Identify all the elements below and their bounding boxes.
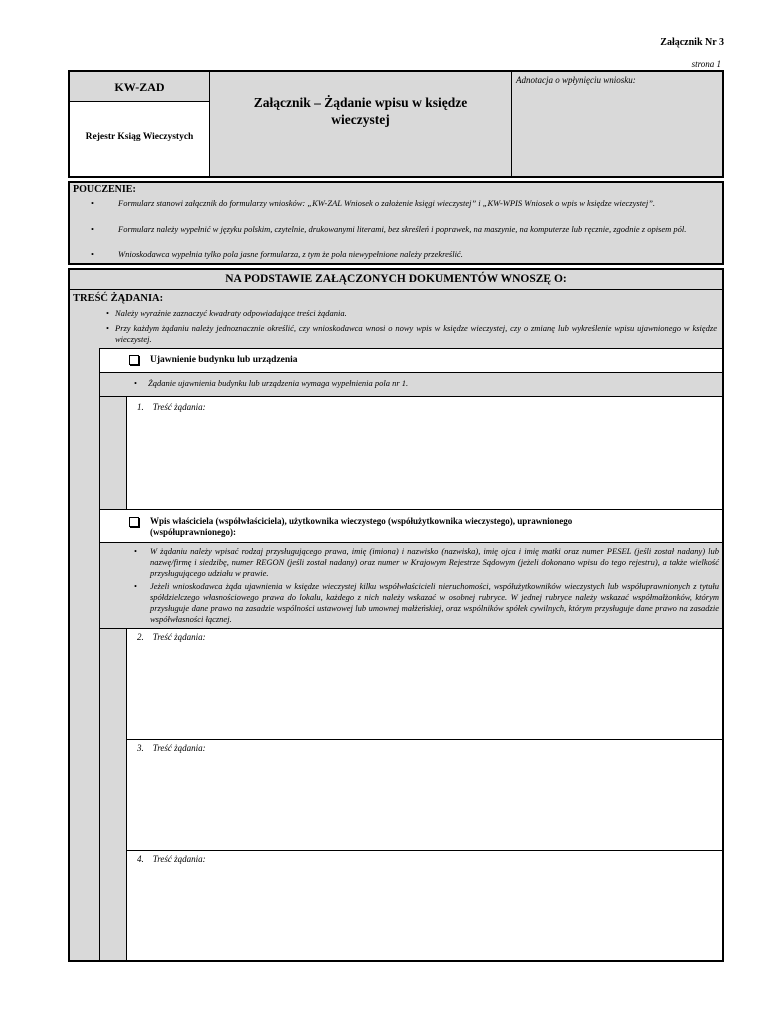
bullet-icon: • [91, 198, 94, 208]
instruction-item [91, 224, 718, 235]
option1-note [134, 378, 708, 389]
option2-row[interactable] [100, 509, 722, 543]
form-code: KW-ZAD [114, 80, 165, 94]
section-title: NA PODSTAWIE ZAŁĄCZONYCH DOKUMENTÓW WNOSZĘ O: [225, 273, 567, 285]
bullet-icon: • [106, 323, 109, 333]
field-3-label: 3. Treść żądania: [137, 743, 206, 753]
instruction-item [91, 249, 718, 260]
option1-label: Ujawnienie budynku lub urządzenia [150, 355, 298, 365]
field-3[interactable] [127, 740, 722, 851]
field-4-label: 4. Treść żądania: [137, 854, 206, 864]
option1-note-text: Żądanie ujawnienia budynku lub urządzenia wymaga wypełnienia pola nr 1. [148, 378, 409, 388]
option2-checkbox[interactable] [129, 517, 139, 527]
request-note [106, 308, 717, 319]
form-title-line2: wieczystej [331, 112, 390, 127]
attachment-number: Załącznik Nr 3 [660, 37, 724, 48]
request-note-text: Należy wyraźnie zaznaczyć kwadraty odpowiadające treści żądania. [115, 308, 347, 318]
field-2-label: 2. Treść żądania: [137, 632, 206, 642]
option2-note [134, 546, 719, 579]
field-4[interactable] [127, 851, 722, 960]
request-note-text: Przy każdym żądaniu należy jednoznacznie określić, czy wnioskodawca wnosi o nowy wpis w księdze wieczystej, czy o zmianę lub wykreślenie wpisu ujawnionego w księdze wieczystej. [115, 323, 717, 344]
option1-checkbox[interactable] [129, 355, 139, 365]
instruction-text: Wnioskodawca wypełnia tylko pola jasne formularza, z tym że pola niewypełnione należy przekreślić. [118, 249, 463, 259]
field-1-label: 1. Treść żądania: [137, 402, 206, 412]
form-title [210, 94, 511, 128]
registry-cell [70, 102, 210, 176]
form-title-line1: Załącznik – Żądanie wpisu w księdze [253, 95, 468, 110]
instructions-heading: POUCZENIE: [73, 184, 136, 195]
option2-note-text: Jeżeli wnioskodawca żąda ujawnienia w księdze wieczystej kilku współwłaścicieli nieruchomości, współużytkowników wieczystych lub współuprawnionych z tytułu spółdzielczego własnościowego prawa do lokalu, każdego z nich należy wskazać w osobnej rubryce. W jednej rubryce należy wskazać współmałżonków, którym przysługuje dane prawo na zasadzie wspólności ustawowej lub umownej małżeńskiej, oraz wspólników spółek cywilnych, którym przysługuje dane prawo na zasadzie współwłasności łącznej. [150, 581, 719, 624]
option2-label-line1: Wpis właściciela (współwłaściciela), użytkownika wieczystego (współużytkownika wieczystego), uprawnionego [150, 516, 573, 526]
section-title-bar [70, 270, 722, 290]
bullet-icon: • [91, 249, 94, 259]
instruction-item [91, 198, 718, 209]
option2-note-text: W żądaniu należy wpisać rodzaj przysługującego prawa, imię (imiona) i nazwisko (nazwiska), imię ojca i imię matki oraz numer PESEL (jeśli został nadany) lub nazwę/firmę i siedzibę, numer REGON (jeśli został nadany) oraz numer w Krajowym Rejestrze Sądowym (jeżeli dokonano wpisu do tego rejestru), a także wielkość przysługującego udziału w prawie. [150, 546, 719, 578]
registry-name: Rejestr Ksiąg Wieczystych [85, 132, 194, 142]
option2-note [134, 581, 719, 625]
code-cell [70, 72, 210, 102]
option1-row[interactable] [100, 348, 722, 373]
bullet-icon: • [106, 308, 109, 318]
bullet-icon: • [134, 546, 137, 556]
annotation-label: Adnotacja o wpłynięciu wniosku: [516, 75, 636, 85]
instruction-text: Formularz należy wypełnić w języku polskim, czytelnie, drukowanymi literami, bez skreśleń i poprawek, na maszynie, na komputerze lub ręcznie, zgodnie z opisem pól. [118, 224, 687, 234]
bullet-icon: • [134, 378, 137, 388]
option1-indent [100, 397, 127, 509]
field-2[interactable] [127, 629, 722, 740]
bullet-icon: • [134, 581, 137, 591]
bullet-icon: • [91, 224, 94, 234]
option2-label-line2: (współuprawnionego): [150, 527, 237, 537]
page-number: strona 1 [691, 59, 721, 69]
option2-label [150, 516, 710, 538]
option2-indent [100, 629, 127, 960]
request-note [106, 323, 717, 345]
annotation-cell [512, 72, 722, 176]
field-1[interactable] [127, 397, 722, 509]
title-cell [210, 72, 512, 176]
left-margin-column [70, 348, 100, 960]
instruction-text: Formularz stanowi załącznik do formularzy wniosków: „KW-ZAL Wniosek o założenie księgi wieczystej” i „KW-WPIS Wniosek o wpis w księdze wieczystej”. [118, 198, 656, 208]
request-heading: TREŚĆ ŻĄDANIA: [73, 293, 164, 304]
